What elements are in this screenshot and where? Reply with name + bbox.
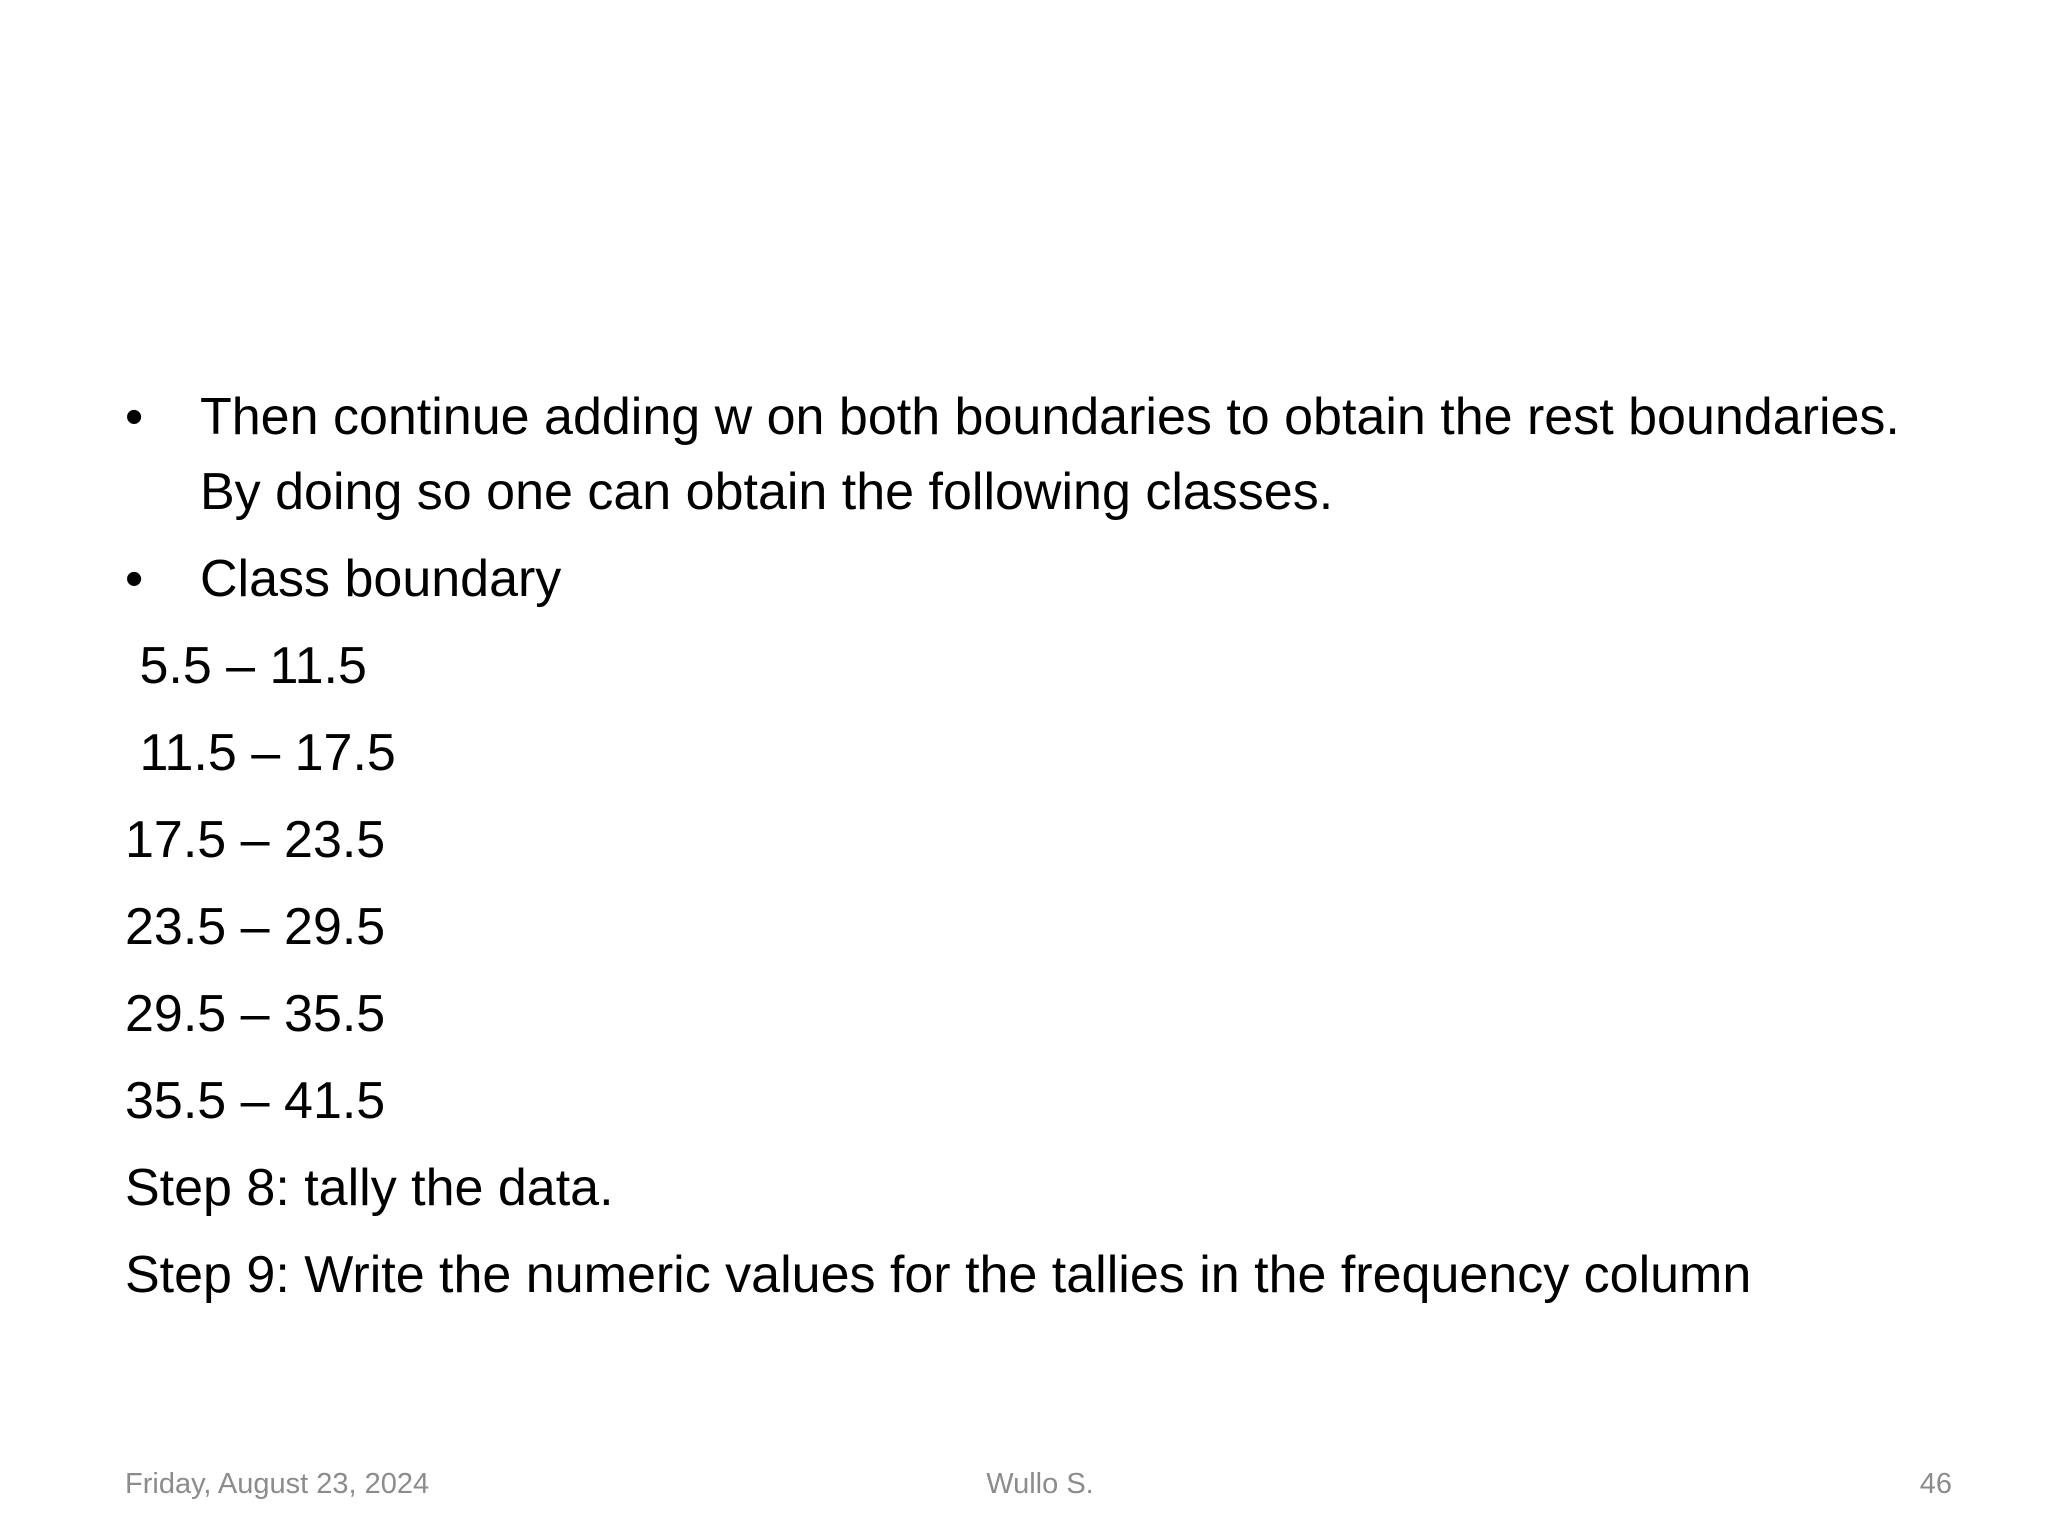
step-line: Step 9: Write the numeric values for the tallies in the frequency column [125,1246,1752,1304]
footer-page-number: 46 [1919,1468,1952,1500]
footer-author: Wullo S. [986,1468,1094,1500]
class-boundary-line: 35.5 – 41.5 [125,1072,386,1130]
step-line: Step 8: tally the data. [125,1159,614,1217]
bullet-item [125,380,1965,530]
class-boundary-line: 29.5 – 35.5 [125,985,386,1043]
bullet-item [125,542,1965,617]
bullet-text: Class boundary [200,550,562,608]
class-boundary-line: 11.5 – 17.5 [125,724,396,782]
class-boundary-line: 17.5 – 23.5 [125,811,386,869]
footer-date: Friday, August 23, 2024 [125,1468,430,1500]
bullet-text: Then continue adding w on both boundaries to obtain the rest boundaries. By doing so one can obtain the following classes. [200,388,1900,521]
bullet-icon: • [125,388,144,446]
class-boundary-line: 23.5 – 29.5 [125,898,386,956]
slide-content [125,380,1965,1313]
bullet-icon: • [125,550,144,608]
class-boundary-line: 5.5 – 11.5 [125,637,367,695]
